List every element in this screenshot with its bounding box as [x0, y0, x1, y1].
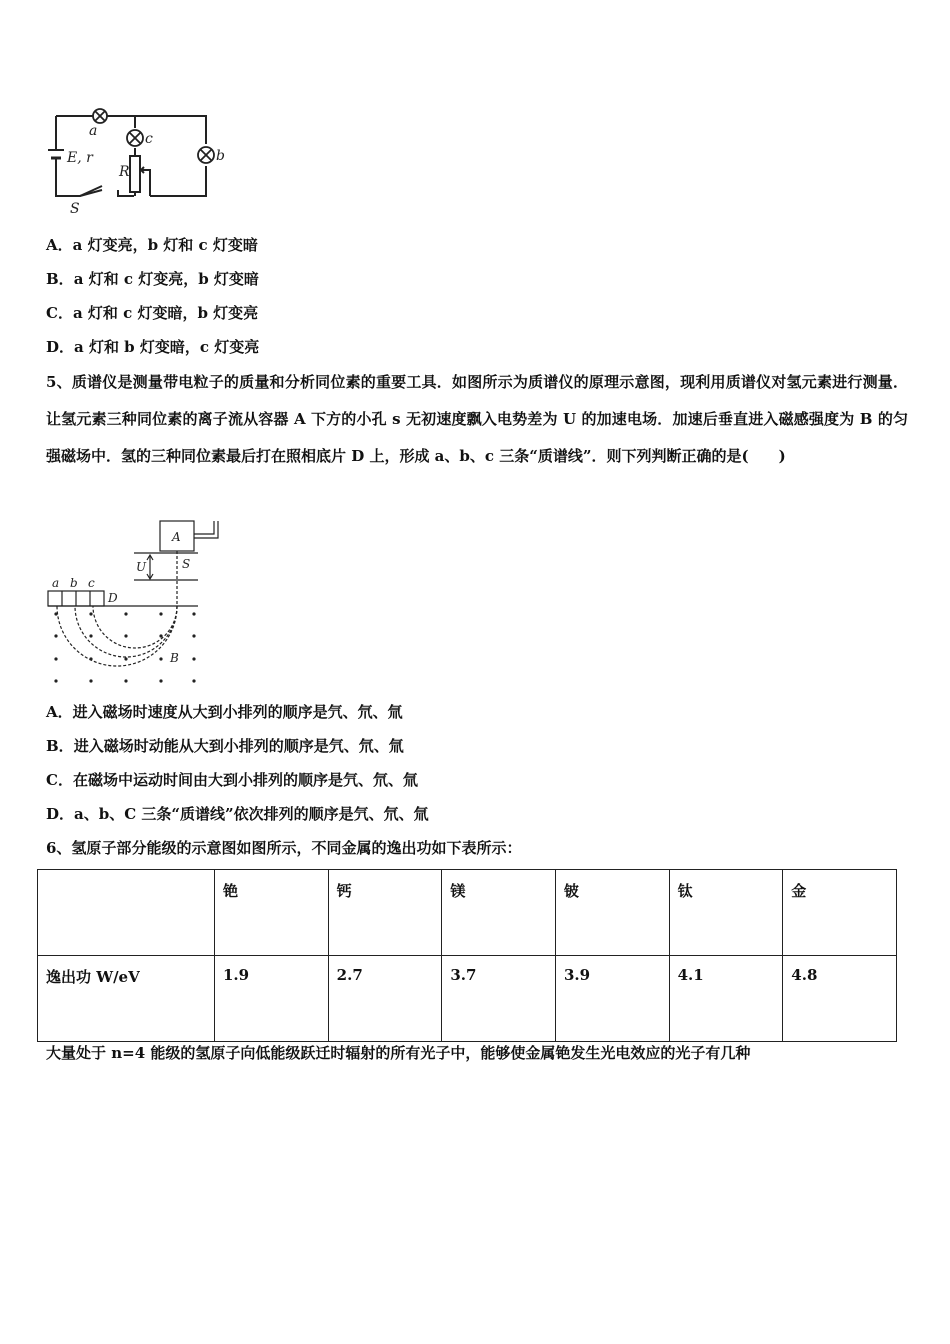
table-cell: 3.7	[442, 956, 556, 1042]
label-container-a: A	[172, 530, 181, 544]
table-cell: 3.9	[555, 956, 669, 1042]
label-s: S	[70, 201, 80, 217]
lamp-c	[127, 130, 143, 146]
mass-spectrometer-diagram	[44, 516, 224, 688]
table-row-label: 逸出功 W/eV	[38, 956, 215, 1042]
label-line-c: c	[88, 576, 95, 590]
table-header-row	[38, 870, 897, 956]
table-header-cell: 铍	[555, 870, 669, 956]
label-r: R	[119, 164, 130, 180]
work-function-table	[37, 869, 897, 1042]
q4-option-a: A．a 灯变亮，b 灯和 c 灯变暗	[46, 236, 258, 254]
table-cell: 4.8	[783, 956, 897, 1042]
label-d: D	[108, 591, 118, 605]
table-header-cell	[38, 870, 215, 956]
table-cell: 2.7	[328, 956, 442, 1042]
q5-option-d: D．a、b、C 三条“质谱线”依次排列的顺序是氕、氘、氚	[46, 805, 429, 823]
table-cell: 4.1	[669, 956, 783, 1042]
label-er: E, r	[67, 150, 93, 166]
q5-option-c: C．在磁场中运动时间由大到小排列的顺序是氕、氘、氚	[46, 771, 418, 789]
table-header-cell: 金	[783, 870, 897, 956]
q5-option-a: A．进入磁场时速度从大到小排列的顺序是氕、氘、氚	[46, 703, 403, 721]
q4-option-b: B．a 灯和 c 灯变亮，b 灯变暗	[46, 270, 259, 288]
lamp-b	[198, 147, 214, 163]
q4-option-c: C．a 灯和 c 灯变暗，b 灯变亮	[46, 304, 259, 322]
q6-stem: 6、氢原子部分能级的示意图如图所示，不同金属的逸出功如下表所示：	[46, 839, 522, 857]
q6-follow-text: 大量处于 n=4 能级的氢原子向低能级跃迁时辐射的所有光子中，能够使金属铯发生光电效应的光子有几种	[46, 1044, 751, 1062]
q5-stem: 5、质谱仪是测量带电粒子的质量和分析同位素的重要工具．如图所示为质谱仪的原理示意图，现利用质谱仪对氢元素进行测量．让氢元素三种同位素的离子流从容器 A 下方的小孔 s 无初速度飘入电势差为 U 的加速电场．加速后垂直进入磁感强度为 B 的匀强磁场中．氢的三种同位素最后打在照相底片 D 上，形成 a、b、c 三条“质谱线”．则下列判断正确的是( )	[46, 373, 908, 465]
q4-option-d: D．a 灯和 b 灯变暗，c 灯变亮	[46, 338, 260, 356]
label-c: c	[145, 131, 153, 147]
label-line-a: a	[52, 576, 60, 590]
lamp-a	[93, 109, 107, 123]
label-s: S	[182, 557, 191, 571]
q5-option-b: B．进入磁场时动能从大到小排列的顺序是氕、氘、氚	[46, 737, 404, 755]
table-cell: 1.9	[215, 956, 329, 1042]
table-row	[38, 956, 897, 1042]
label-line-b: b	[70, 576, 78, 590]
circuit-diagram	[40, 100, 230, 220]
table-header-cell: 镁	[442, 870, 556, 956]
table-header-cell: 钛	[669, 870, 783, 956]
label-b: B	[170, 651, 179, 665]
label-b: b	[216, 148, 225, 164]
label-a: a	[89, 123, 98, 139]
table-header-cell: 铯	[215, 870, 329, 956]
table-header-cell: 钙	[328, 870, 442, 956]
label-u: U	[136, 560, 147, 574]
